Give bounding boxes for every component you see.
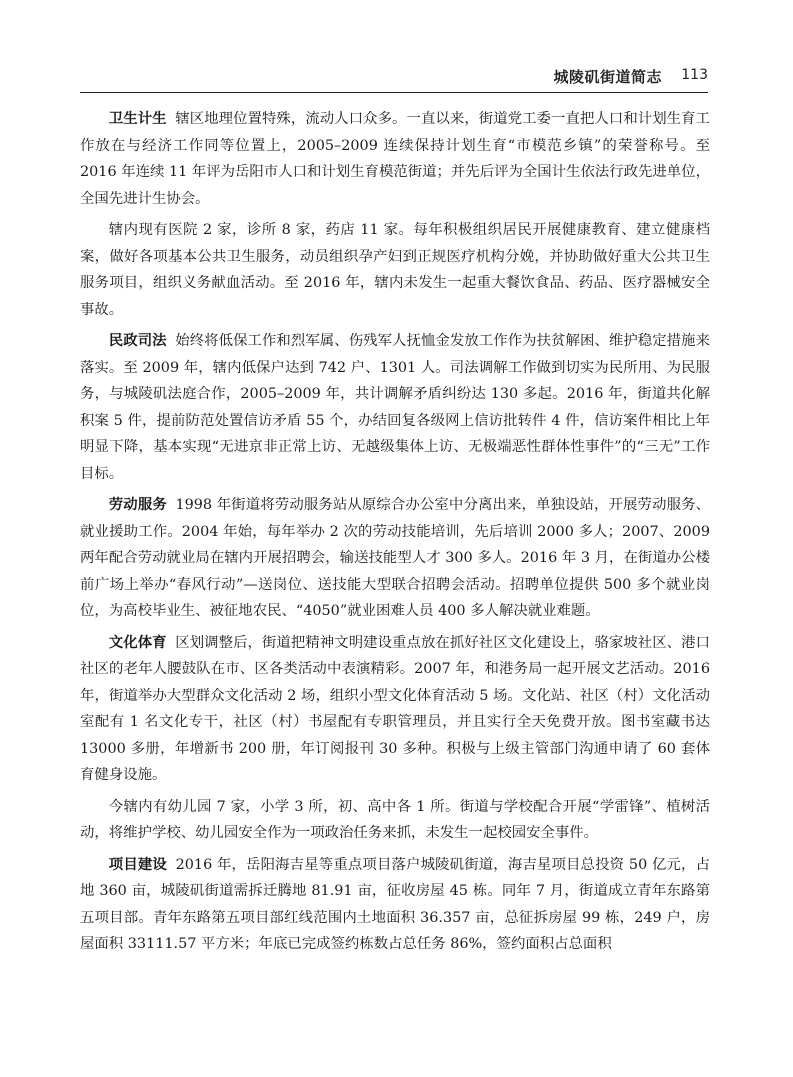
paragraph-text: 今辖内有幼儿园 7 家，小学 3 所，初、高中各 1 所。街道与学校配合开展“学雷锋”、植树活动，将维护学校、幼儿园安全作为一项政治任务来抓，未发生一起校园安全事件。 — [80, 798, 710, 841]
book-title: 城陵矶街道简志 — [553, 68, 662, 86]
section-heading-culture: 文化体育 — [108, 634, 167, 651]
paragraph-text: 始终将低保工作和烈军属、伤残军人抚恤金发放工作作为扶贫解困、维护稳定措施来落实。至 2009 年，辖内低保户达到 742 户、1301 人。司法调解工作做到切实为民所用、为民服务，与城陵矶法庭合作，2005–2009 年，共计调解矛盾纠纷达 130 多起。2016 年，街道共化解积案 5 件，提前防范处置信访矛盾 55 个，办结回复各级网上信访批转件 4 件，信访案件相比上年明显下降，基本实现“无进京非正常上访、无越级集体上访、无极端恶性群体性事件”的“三无”工作目标。 — [80, 333, 710, 482]
section-heading-projects: 项目建设 — [108, 856, 167, 873]
paragraph-health — [80, 106, 710, 212]
running-header — [80, 62, 708, 93]
paragraph-culture — [80, 630, 710, 789]
section-heading-health: 卫生计生 — [108, 111, 167, 127]
paragraph-text: 区划调整后，街道把精神文明建设重点放在抓好社区文化建设上，骆家坡社区、港口社区的老年人腰鼓队在市、区各类活动中表演精彩。2007 年，和港务局一起开展文艺活动。2016 年，街道举办大型群众文化活动 2 场，组织小型文化体育活动 5 场。文化站、社区（村）文化活动室配有 1 名文化专干，社区（村）书屋配有专职管理员，并且实行全天免费开放。图书室藏书达 13000 多册，年增新书 200 册，年订阅报刊 30 多种。积极与上级主管部门沟通申请了 60 套体育健身设施。 — [80, 634, 710, 783]
paragraph-projects — [80, 852, 710, 958]
paragraph-labor — [80, 492, 710, 625]
section-heading-labor: 劳动服务 — [108, 497, 167, 513]
paragraph-text: 辖内现有医院 2 家，诊所 8 家，药店 11 家。每年积极组织居民开展健康教育、建立健康档案，做好各项基本公共卫生服务，动员组织孕产妇到正规医疗机构分娩，并协助做好重大公共卫生服务项目，组织义务献血活动。至 2016 年，辖内未发生一起重大餐饮食品、药品、医疗器械安全事故。 — [80, 222, 710, 318]
page-number: 113 — [681, 67, 708, 83]
paragraph-text: 1998 年街道将劳动服务站从原综合办公室中分离出来，单独设站，开展劳动服务、就业援助工作。2004 年始，每年举办 2 次的劳动技能培训，先后培训 2000 多人；2007、2009 两年配合劳动就业局在辖内开展招聘会，输送技能型人才 300 多人。2016 年 3 月，在街道办公楼前广场上举办“春风行动”—送岗位、送技能大型联合招聘会活动。招聘单位提供 500 多个就业岗位，为高校毕业生、被征地农民、“4050”就业困难人员 400 多人解决就业难题。 — [80, 497, 710, 619]
section-heading-civil-affairs: 民政司法 — [108, 333, 167, 349]
paragraph-text: 辖区地理位置特殊，流动人口众多。一直以来，街道党工委一直把人口和计划生育工作放在与经济工作同等位置上，2005–2009 连续保持计划生育“市模范乡镇”的荣誉称号。至 2016 年连续 11 年评为岳阳市人口和计划生育模范街道；并先后评为全国计生依法行政先进单位，全国先进计生协会。 — [80, 111, 710, 207]
paragraph-schools — [80, 794, 710, 847]
body-text — [80, 106, 710, 963]
paragraph-medical — [80, 217, 710, 323]
paragraph-civil-affairs — [80, 328, 710, 487]
paragraph-text: 2016 年，岳阳海吉星等重点项目落户城陵矶街道，海吉星项目总投资 50 亿元，占地 360 亩，城陵矶街道需拆迁腾地 81.91 亩，征收房屋 45 栋。同年 7 月，街道成立青年东路第五项目部。青年东路第五项目部红线范围内土地面积 36.357 亩，总征拆房屋 99 栋，249 户，房屋面积 33111.57 平方米；年底已完成签约栋数占总任务 86%，签约面积占总面积 — [80, 856, 710, 952]
